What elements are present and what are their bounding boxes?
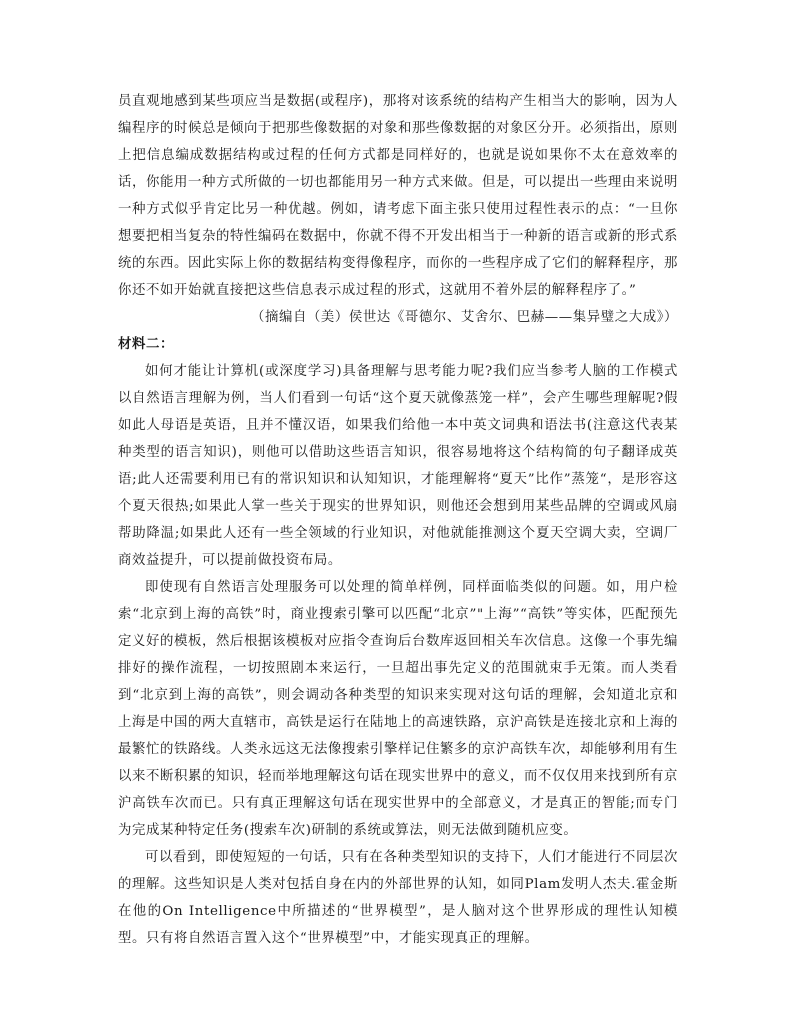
material2-heading: 材料二：	[118, 336, 174, 352]
material1-continuation-paragraph: 员直观地感到某些项应当是数据(或程序)，那将对该系统的结构产生相当大的影响，因为人编程序的时候总是倾向于把那些像数据的对象和那些像数据的对象区分开。必须指出，原则上把信息编成数据结构或过程的任何方式都是同样好的，也就是说如果你不太在意效率的话，你能用一种方式所做的一切也都能用另一种方式来做。但是，可以提出一些理由来说明一种方式似乎肯定比另一种优越。例如，请考虑下面主张只使用过程性表示的点：“一旦你想要把相当复杂的特性编码在数据中，你就不得不开发出相当于一种新的语言或新的形式系统的东西。因此实际上你的数据结构变得像程序，而你的一些程序成了它们的解释程序，那你还不如开始就直接把这些信息表示成过程的形式，这就用不着外层的解释程序了。”	[118, 94, 678, 298]
material2-paragraph-1: 如何才能让计算机(或深度学习)具备理解与思考能力呢?我们应当参考人脑的工作模式以自然语言理解为例，当人们看到一句话“这个夏天就像蒸笼一样”，会产生哪些理解呢?假如此人母语是英语，且并不懂汉语，如果我们给他一本中英文词典和语法书(注意这代表某种类型的语言知识)，则他可以借助这些语言知识，很容易地将这个结构简的句子翻译成英语;此人还需要利用已有的常识知识和认知知识，才能理解将“夏天”比作”蒸笼“，是形容这个夏天很热;如果此人掌一些关于现实的世界知识，则他还会想到用某些品牌的空调或风扇帮助降温;如果此人还有一些全领域的行业知识，对他就能推测这个夏天空调大卖，空调厂商效益提升，可以提前做投资布局。	[118, 364, 678, 568]
material1-source-citation: （摘编自（美）侯世达《哥德尔、艾舍尔、巴赫——集异璧之大成》）	[250, 310, 678, 325]
material2-paragraph-2: 即使现有自然语言处理服务可以处理的简单样例，同样面临类似的问题。如，用户检索“北京到上海的高铁”时，商业搜索引擎可以匹配“北京”"上海”“高铁”等实体，匹配预先定义好的模板，然后根据该模板对应指令查询后台数库返回相关车次信息。这像一个事先编排好的操作流程，一切按照剧本来运行，一旦超出事先定义的范围就束手无策。而人类看到“北京到上海的高铁”，则会调动各种类型的知识来实现对这句话的理解，会知道北京和上海是中国的两大直辖市，高铁是运行在陆地上的高速铁路，京沪高铁是连接北京和上海的最繁忙的铁路线。人类永远这无法像搜索引擎样记住繁多的京沪高铁车次，却能够利用有生以来不断积累的知识，轻而举地理解这句话在现实世界中的意义，而不仅仅用来找到所有京沪高铁车次而已。只有真正理解这句话在现实世界中的全部意义，才是真正的智能;而专门为完成某种特定任务(搜索车次)研制的系统或算法，则无法做到随机应变。	[118, 580, 678, 838]
material2-paragraph-3: 可以看到，即使短短的一句话，只有在各种类型知识的支持下，人们才能进行不同层次的理解。这些知识是人类对包括自身在内的外部世界的认知，如同Plam发明人杰夫.霍金斯在他的On Intelligence中所描述的“世界模型”，是人脑对这个世界形成的理性认知模型。只有将自然语言置入这个“世界模型”中，才能实现真正的理解。	[118, 850, 678, 946]
document-page	[118, 88, 678, 952]
